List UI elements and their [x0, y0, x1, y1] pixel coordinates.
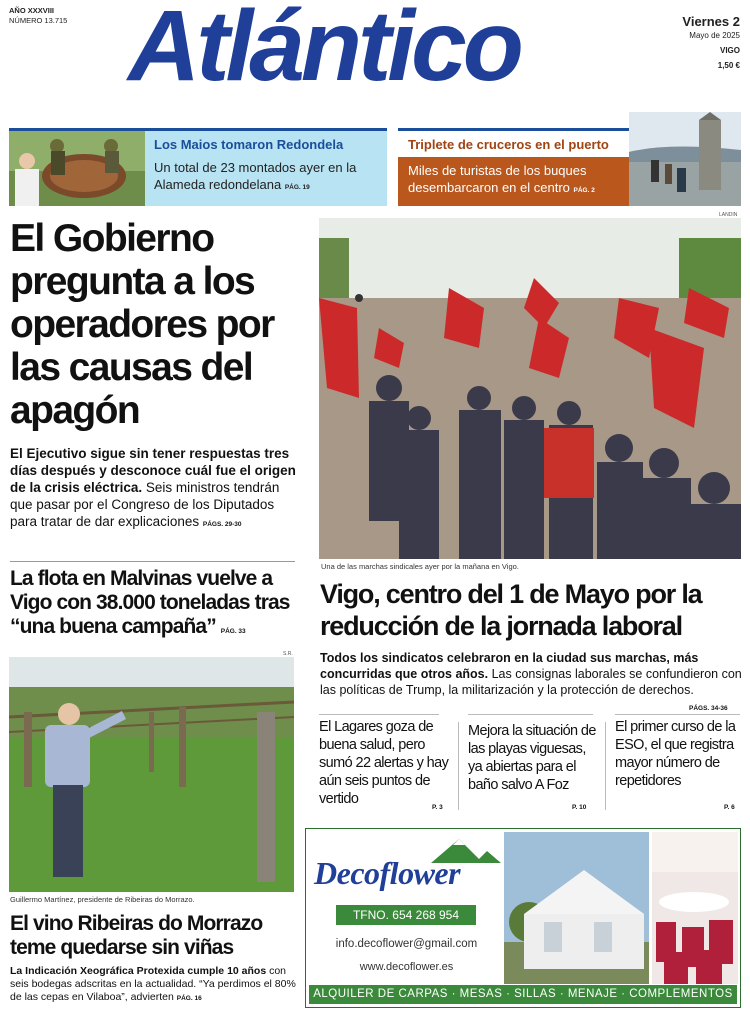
mayday-dek-bold: Todos los sindicatos celebraron en la ciudad sus marchas, más concurridas que otros años.	[320, 651, 699, 681]
promo-cruceros[interactable]	[398, 128, 630, 206]
advertisement-decoflower[interactable]	[305, 828, 741, 1008]
ad-brand: Decoflower	[314, 855, 461, 891]
wine-headline[interactable]: El vino Ribeiras do Morrazo teme quedarse sin viñas	[10, 912, 263, 959]
mayday-dek-text: Las consignas laborales se confundieron con las políticas de Trump, la militarización y la protección de derechos.	[320, 667, 742, 697]
mayday-headline[interactable]: Vigo, centro del 1 de Mayo por la reducción de la jornada laboral	[320, 579, 702, 641]
brief-lagares[interactable]	[319, 718, 454, 808]
lead-dek-bold: El Ejecutivo sigue sin tener respuestas tres días después y desconoce cuál fue el origen de la crisis eléctrica.	[10, 446, 296, 495]
divider	[319, 714, 439, 715]
ad-email[interactable]: info.decoflower@gmail.com	[335, 938, 478, 950]
dateline-day: Viernes 2	[682, 14, 740, 29]
ad-web[interactable]: www.decoflower.es	[359, 961, 454, 973]
wine-photo	[9, 657, 294, 892]
page-ref: P. 10	[572, 804, 587, 811]
ad-photos	[504, 832, 738, 984]
promo-maios-body: Un total de 23 montados ayer en la Alameda redondelana	[154, 160, 357, 192]
edition-year: AÑO XXXVIII	[9, 6, 55, 15]
brief-lagares-text: El Lagares goza de buena salud, pero sumó 22 alertas y hay aún seis puntos de vertido	[319, 719, 449, 807]
cover-price: 1,50 €	[717, 61, 740, 70]
promo-maios-text	[154, 159, 384, 196]
promo-maios-photo	[9, 131, 145, 206]
lead-headline[interactable]: El Gobierno pregunta a los operadores por las causas del apagón	[10, 217, 274, 432]
lead-dek	[10, 445, 300, 533]
wine-dek-bold: La Indicación Xeográfica Protexida cumple 10 años	[10, 965, 267, 977]
divider	[605, 722, 606, 810]
dateline-date: Mayo de 2025	[689, 31, 740, 40]
divider	[468, 714, 593, 715]
page-ref: PÁG. 33	[220, 628, 246, 635]
page-ref: PÁGS. 29-30	[202, 521, 242, 528]
page-ref: PÁG. 2	[573, 187, 595, 194]
page-ref: PÁG. 19	[284, 184, 310, 191]
dateline	[682, 14, 740, 70]
promo-cruceros-title: Triplete de cruceros en el puerto	[408, 137, 609, 152]
promo-cruceros-text	[408, 162, 626, 199]
wine-dek	[10, 965, 302, 1005]
dateline-city: VIGO	[719, 46, 740, 55]
divider	[10, 561, 295, 562]
mayday-photo-credit: LANDIN	[719, 212, 738, 218]
divider	[458, 722, 459, 810]
malvinas-headline[interactable]	[10, 567, 300, 644]
brief-eso-text: El primer curso de la ESO, el que registra mayor número de repetidores	[615, 719, 736, 789]
brief-playas-text: Mejora la situación de las playas viguesas, ya abiertas para el baño salvo A Foz	[468, 723, 596, 793]
divider	[615, 714, 740, 715]
mayday-dek	[320, 650, 742, 698]
malvinas-headline-text: La flota en Malvinas vuelve a Vigo con 38.000 toneladas tras “una buena campaña”	[10, 567, 290, 638]
newspaper-logo[interactable]: Atlántico	[128, 0, 520, 102]
promo-cruceros-photo	[629, 112, 741, 206]
wine-dek-text: con seis bodegas adscritas en la actualidad. “Ya perdimos el 80% de las cepas en Vilaboa”, advierten	[10, 965, 296, 1003]
ad-footer: ALQUILER DE CARPAS · MESAS · SILLAS · MENAJE · COMPLEMENTOS	[309, 985, 737, 1004]
promo-cruceros-body: Miles de turistas de los buques desembarcaron en el centro	[408, 163, 587, 195]
page-ref: PÁG. 16	[176, 995, 202, 1002]
edition-info	[9, 6, 67, 26]
page-ref: PÁGS. 34-36	[689, 705, 728, 712]
promo-maios[interactable]	[9, 128, 387, 206]
ad-phone: TFNO. 654 268 954	[336, 905, 476, 925]
edition-number: NÚMERO 13.715	[9, 16, 68, 25]
lead-dek-text: Seis ministros tendrán que pasar por el Congreso de los Diputados para tratar de dar explicaciones	[10, 480, 280, 529]
page-ref: P. 6	[724, 804, 735, 811]
mayday-caption: Una de las marchas sindicales ayer por la mañana en Vigo.	[321, 562, 519, 571]
brief-playas[interactable]	[468, 722, 598, 794]
brief-eso[interactable]	[615, 718, 745, 790]
wine-caption: Guillermo Martínez, presidente de Ribeiras do Morrazo.	[10, 895, 195, 904]
promo-maios-title: Los Maios tomaron Redondela	[154, 137, 344, 152]
page-ref: P. 3	[432, 804, 443, 811]
mayday-photo	[319, 218, 741, 559]
wine-photo-credit: S.R.	[283, 651, 293, 657]
